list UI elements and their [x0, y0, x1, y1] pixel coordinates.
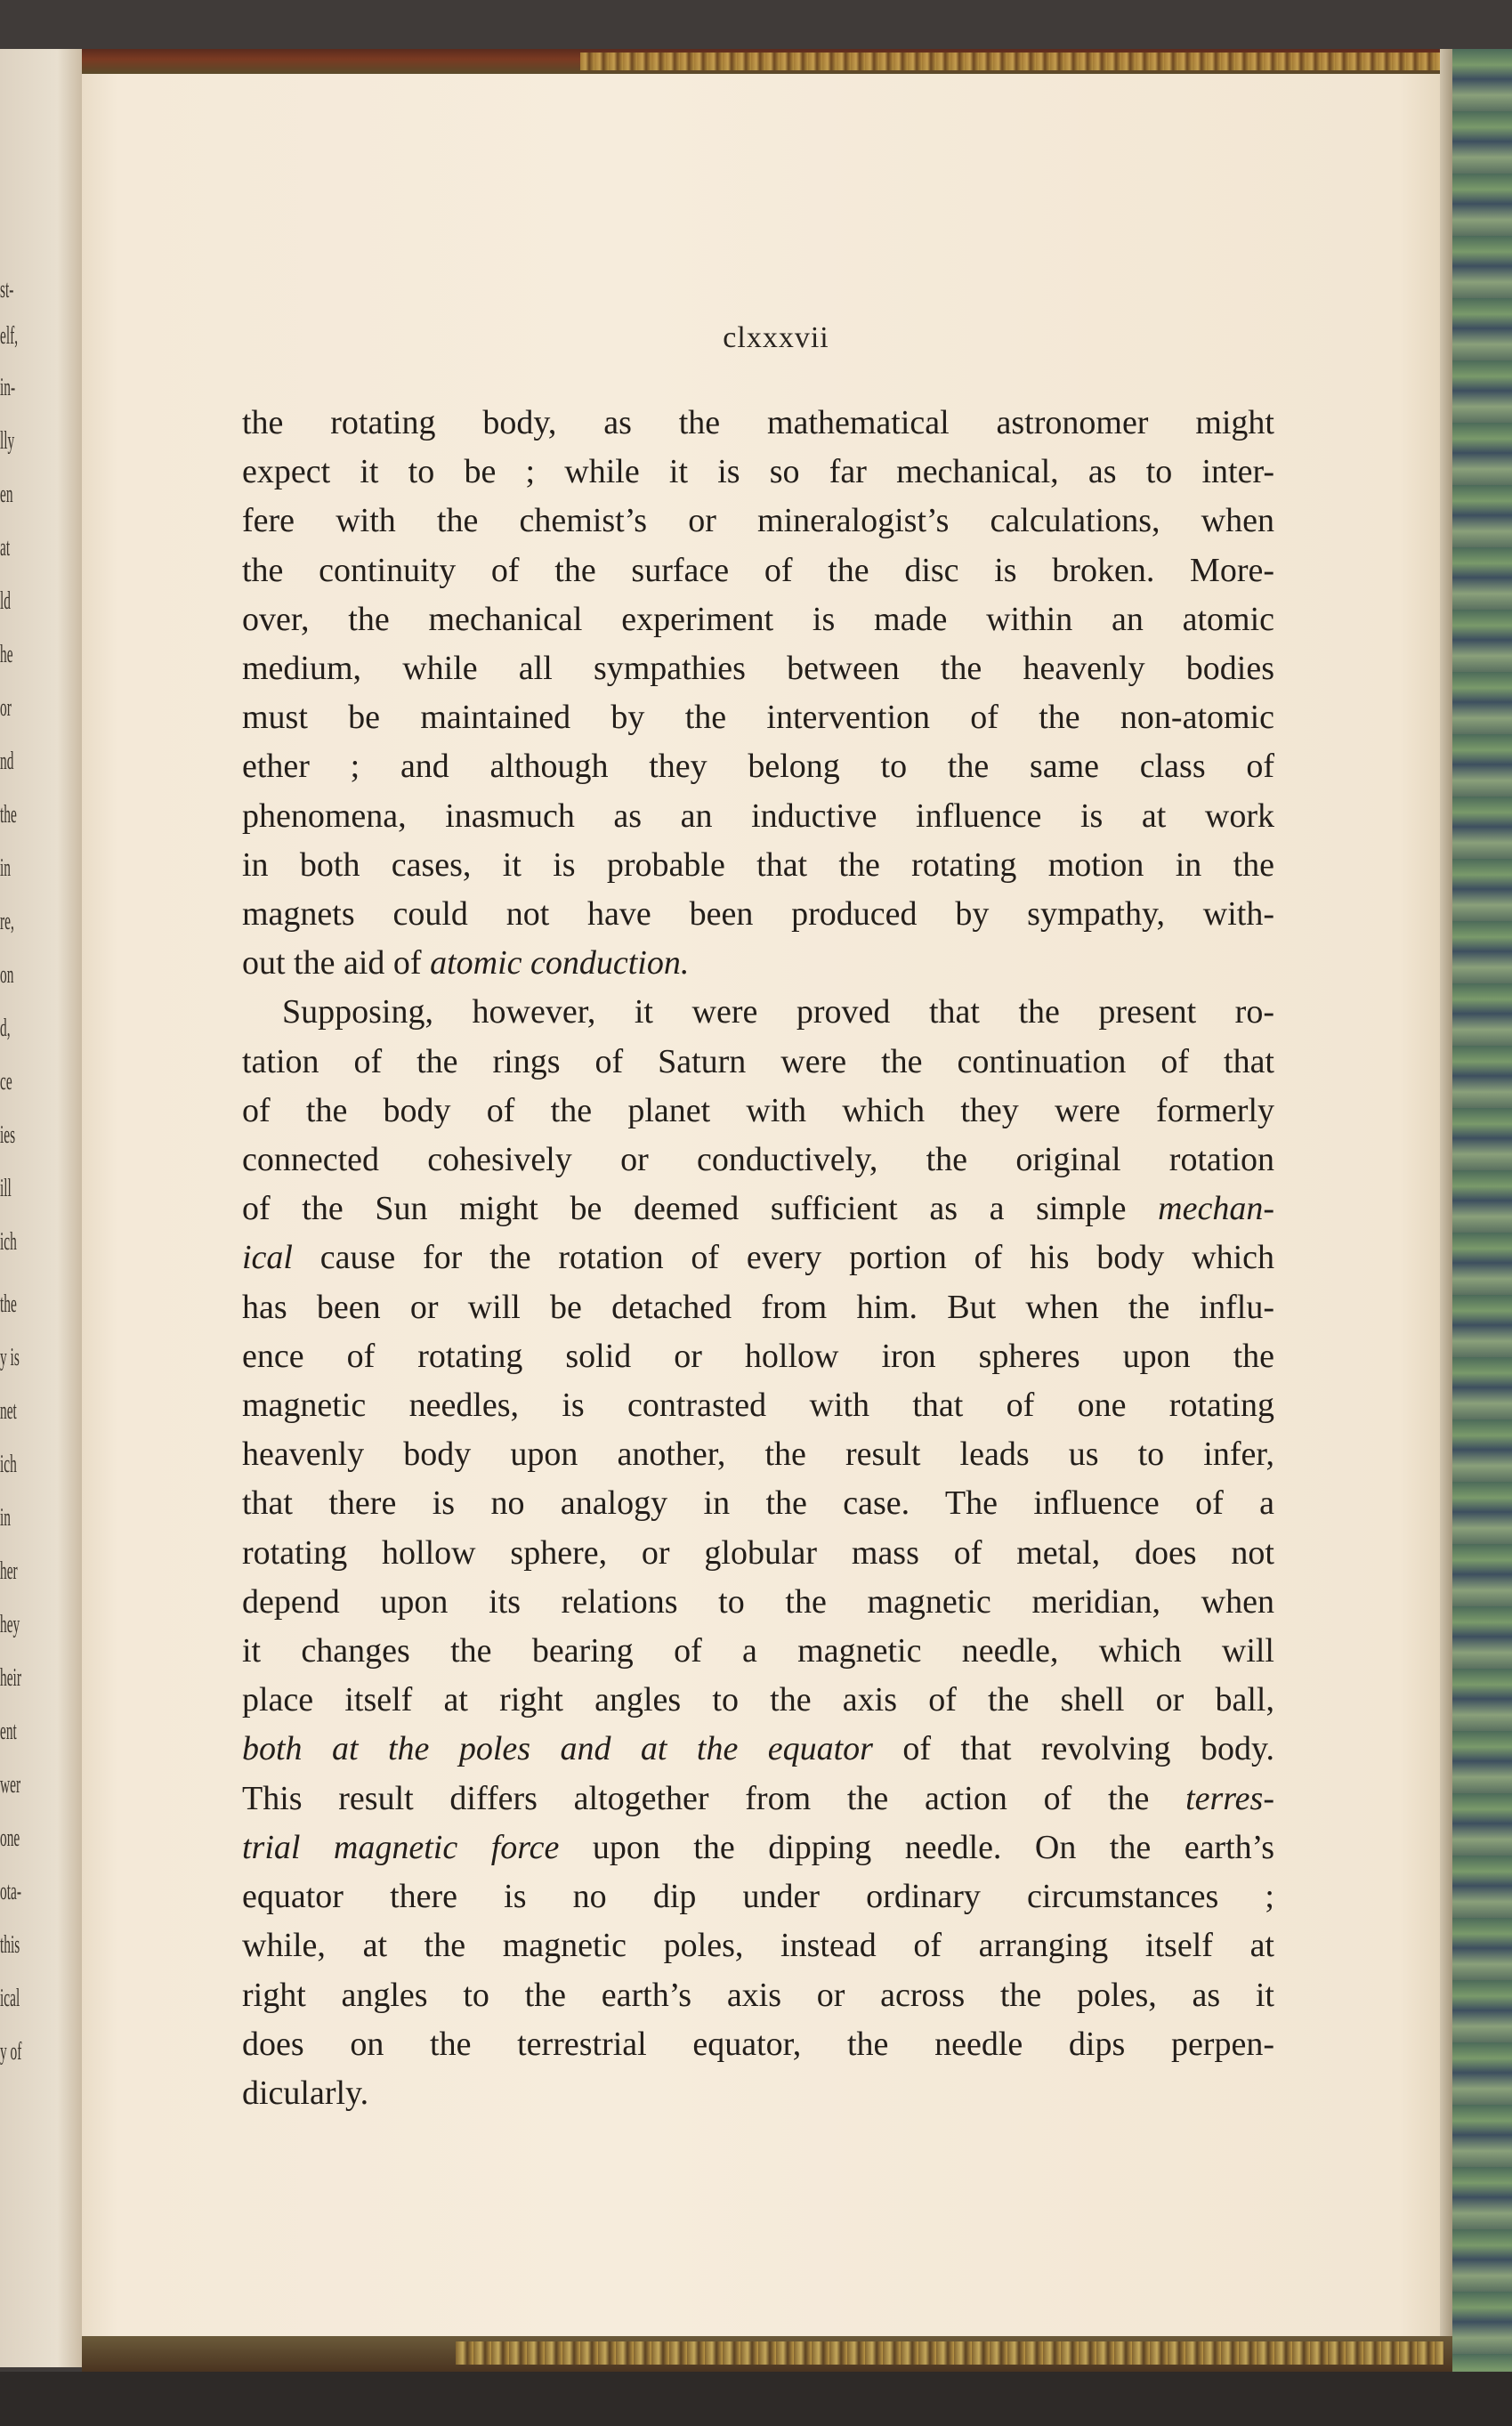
facing-page-fragment: in: [0, 1504, 11, 1532]
text-segment: cause for the rotation of every portion of his body which: [292, 1239, 1274, 1277]
text-segment: out the aid of: [242, 944, 431, 983]
facing-page-fragment: wer: [0, 1771, 21, 1799]
text-line: phenomena, inasmuch as an inductive influence is at work: [242, 797, 1274, 835]
text-line: dicularly.: [242, 2074, 369, 2112]
gilt-decoration: [580, 53, 1452, 70]
facing-page-fragment: ich: [0, 1451, 17, 1478]
facing-page-fragment: ies: [0, 1121, 16, 1149]
text-line: over, the mechanical experiment is made within an atomic: [242, 600, 1274, 638]
book-top-edge: [82, 49, 1452, 74]
text-line: has been or will be detached from him. But when the influ-: [242, 1288, 1274, 1326]
italic-text: terres-: [1185, 1779, 1274, 1817]
facing-page-edge: [0, 49, 82, 2367]
text-line: right angles to the earth’s axis or across the poles, as it: [242, 1976, 1274, 2014]
facing-page-fragment: net: [0, 1397, 17, 1425]
text-line: [242, 1725, 1274, 1774]
page-number: clxxxvii: [723, 321, 829, 354]
text-line: in both cases, it is probable that the rotating motion in the: [242, 845, 1274, 884]
text-line: tation of the rings of Saturn were the continuation of that: [242, 1042, 1274, 1080]
facing-page-fragment: re,: [0, 908, 14, 935]
text-line: medium, while all sympathies between the heavenly bodies: [242, 650, 1274, 688]
text-line: the continuity of the surface of the disc is broken. More-: [242, 551, 1274, 589]
facing-page-fragment: the: [0, 801, 17, 829]
facing-page-fragment: en: [0, 481, 13, 508]
facing-page-fragment: this: [0, 1931, 20, 1959]
text-segment: upon the dipping needle. On the earth’s: [559, 1828, 1274, 1866]
text-line: place itself at right angles to the axis of the shell or ball,: [242, 1681, 1274, 1719]
text-line: of the body of the planet with which they were formerly: [242, 1091, 1274, 1129]
text-segment: This result differs altogether from the action of the: [242, 1779, 1186, 1817]
text-line: that there is no analogy in the case. The influence of a: [242, 1484, 1274, 1523]
marbled-page-edge: [1440, 49, 1512, 2372]
text-line: must be maintained by the intervention of the non-atomic: [242, 699, 1274, 737]
italic-text: mechan-: [1158, 1190, 1274, 1228]
facing-page-fragment: on: [0, 961, 14, 989]
facing-page-fragment: y of: [0, 2038, 22, 2066]
text-line: [242, 1185, 1274, 1233]
text-line: ence of rotating solid or hollow iron spheres upon the: [242, 1337, 1274, 1375]
italic-text: trial magnetic force: [242, 1828, 560, 1866]
facing-page-fragment: the: [0, 1290, 17, 1318]
facing-page-fragment: at: [0, 534, 11, 562]
facing-page-fragment: ill: [0, 1175, 12, 1202]
text-line: [242, 1775, 1274, 1824]
text-line: rotating hollow sphere, or globular mass of metal, does not: [242, 1533, 1274, 1572]
text-line: heavenly body upon another, the result leads us to infer,: [242, 1435, 1274, 1474]
body-text: [242, 399, 1274, 2118]
text-segment: of that revolving body.: [872, 1730, 1274, 1768]
text-line: does on the terrestrial equator, the needle dips perpen-: [242, 2025, 1274, 2063]
facing-page-fragment: or: [0, 694, 12, 722]
facing-page-fragment: ent: [0, 1718, 17, 1745]
facing-page-fragment: st-: [0, 276, 14, 303]
facing-page-fragment: hey: [0, 1611, 20, 1638]
facing-page-fragment: y is: [0, 1344, 20, 1371]
facing-page-fragment: one: [0, 1824, 20, 1852]
facing-page-fragment: lly: [0, 427, 15, 455]
facing-page-fragment: ota-: [0, 1878, 21, 1905]
facing-page-fragment: ich: [0, 1228, 17, 1256]
facing-page-fragment: in: [0, 854, 11, 882]
scan-shadow: [0, 2372, 1512, 2426]
text-line: fere with the chemist’s or mineralogist’s calculations, when: [242, 502, 1274, 540]
facing-page-fragment: elf,: [0, 322, 19, 350]
italic-text: ical: [242, 1239, 293, 1277]
text-line: equator there is no dip under ordinary circumstances ;: [242, 1878, 1274, 1916]
facing-page-fragment: ce: [0, 1068, 12, 1096]
facing-page-fragment: her: [0, 1557, 18, 1585]
text-line: expect it to be ; while it is so far mechanical, as to inter-: [242, 453, 1274, 491]
facing-page-fragment: in-: [0, 374, 16, 401]
text-line: magnetic needles, is contrasted with that of one rotating: [242, 1387, 1274, 1425]
text-line: the rotating body, as the mathematical astronomer might: [242, 404, 1274, 441]
text-line: magnets could not have been produced by sympathy, with-: [242, 895, 1274, 934]
text-line: it changes the bearing of a magnetic needle, which will: [242, 1632, 1274, 1670]
text-line: depend upon its relations to the magnetic meridian, when: [242, 1582, 1274, 1621]
text-line: [242, 1233, 1274, 1282]
text-line: while, at the magnetic poles, instead of arranging itself at: [242, 1927, 1274, 1965]
facing-page-fragment: nd: [0, 748, 14, 775]
text-line: ether ; and although they belong to the same class of: [242, 748, 1274, 786]
facing-page-fragment: he: [0, 641, 13, 668]
text-segment: of the Sun might be deemed sufficient as a simple: [242, 1190, 1159, 1228]
text-line: Supposing, however, it were proved that the present ro-: [282, 993, 1274, 1031]
text-line: [242, 939, 1274, 988]
italic-text: atomic conduction.: [430, 944, 690, 983]
italic-text: both at the poles and at the equator: [242, 1730, 873, 1768]
book-page: [82, 74, 1440, 2336]
facing-page-fragment: ld: [0, 587, 11, 615]
text-line: connected cohesively or conductively, the original rotation: [242, 1141, 1274, 1179]
gilt-decoration: [456, 2341, 1443, 2365]
facing-page-fragment: ical: [0, 1985, 20, 2012]
book-bottom-edge: [82, 2336, 1452, 2372]
facing-page-fragment: heir: [0, 1664, 21, 1692]
facing-page-fragment: d,: [0, 1015, 11, 1042]
text-line: [242, 1824, 1274, 1872]
